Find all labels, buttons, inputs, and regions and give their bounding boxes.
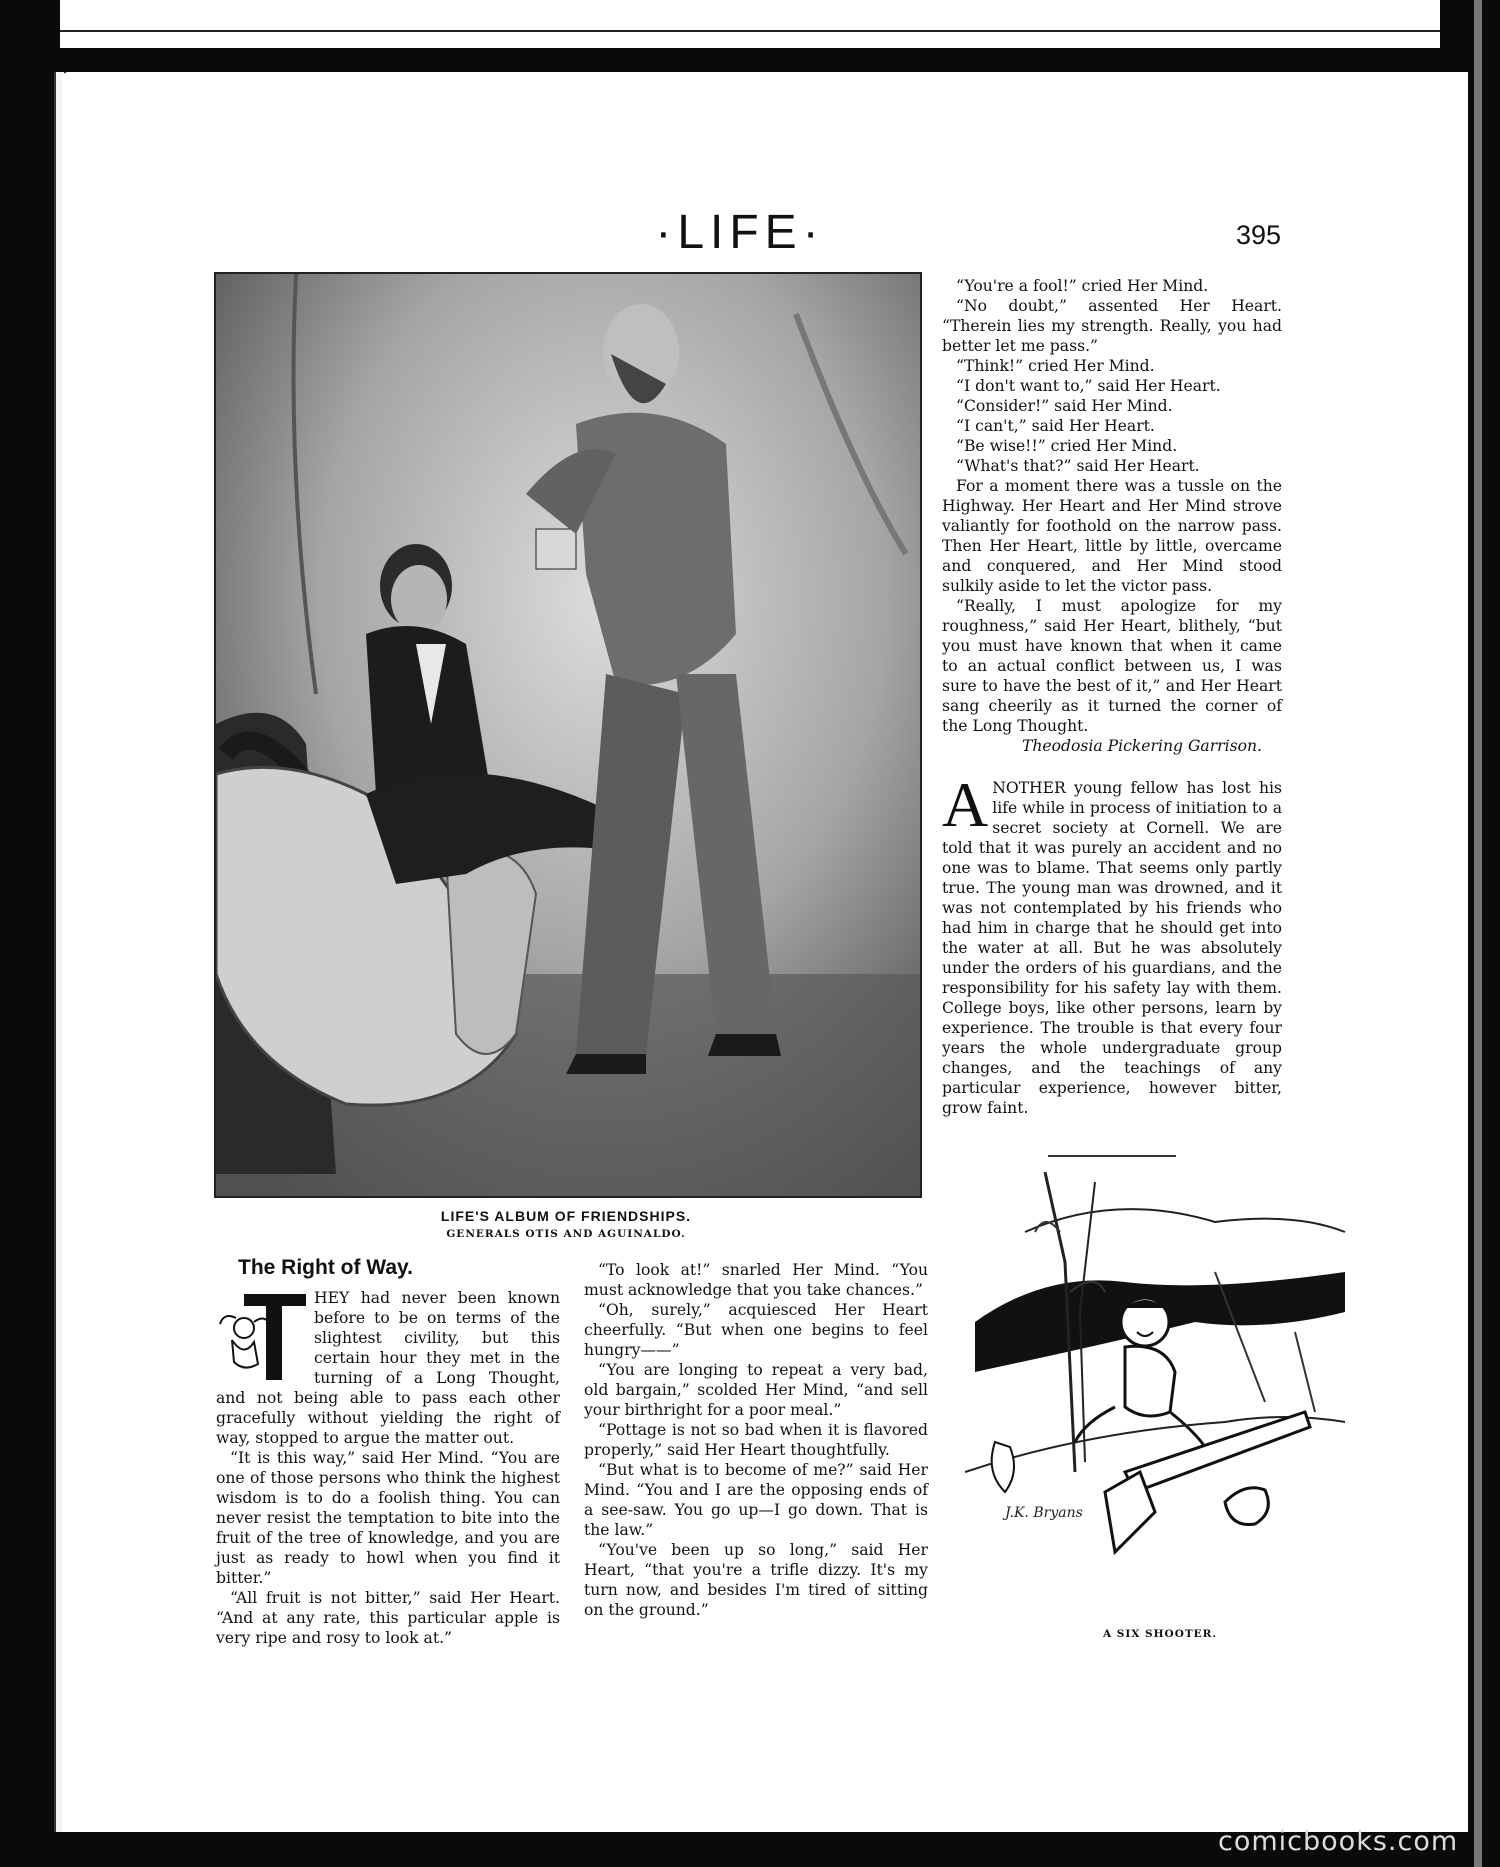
story-title: The Right of Way. — [238, 1256, 413, 1279]
cherub-drop-cap-icon — [214, 1288, 308, 1384]
paragraph: “Consider!” said Her Mind. — [956, 397, 1173, 415]
paragraph: “No doubt,” assented Her Heart. “Therein lies my strength. Really, you had better let me pass.” — [942, 297, 1282, 355]
decorative-drop-cap-t — [214, 1288, 308, 1384]
page-right-edge — [1474, 0, 1482, 1867]
paragraph: “To look at!” snarled Her Mind. “You must acknowledge that you take chances.” — [584, 1261, 928, 1299]
story-column-2 — [584, 1260, 928, 1620]
paragraph: “Really, I must apologize for my roughness,” said Her Heart, blithely, “but you must have known that when it came to an actual conflict between us, I was sure to have the best of it,” and Her Heart sang cheerily as it turned the corner of the Long Thought. — [942, 597, 1282, 735]
paragraph: “You've been up so long,” said Her Heart, “that you're a trifle dizzy. It's my turn now, and besides I'm tired of sitting on the ground.” — [584, 1541, 928, 1619]
photo-caption-title: LIFE'S ALBUM OF FRIENDSHIPS. — [440, 1208, 692, 1224]
cornell-editorial — [942, 769, 1282, 1118]
paragraph: “I don't want to,” said Her Heart. — [956, 377, 1221, 395]
paragraph: “What's that?” said Her Heart. — [956, 457, 1200, 475]
paragraph: “Pottage is not so bad when it is flavored properly,” said Her Heart thoughtfully. — [584, 1421, 928, 1459]
paragraph: “Be wise!!” cried Her Mind. — [956, 437, 1178, 455]
paragraph: “I can't,” said Her Heart. — [956, 417, 1155, 435]
photo-caption-subtitle: GENERALS OTIS AND AGUINALDO. — [446, 1228, 686, 1240]
paragraph: “You are longing to repeat a very bad, old bargain,” scolded Her Mind, “and sell your birthright for a poor meal.” — [584, 1361, 928, 1419]
page-number: 395 — [1236, 220, 1282, 250]
cartoonist-signature: J.K. Bryans — [1005, 1505, 1083, 1521]
paragraph: “All fruit is not bitter,” said Her Heart. “And at any rate, this particular apple is very ripe and rosy to look at.” — [216, 1589, 560, 1647]
photograph-generals — [214, 272, 922, 1198]
author-signature: Theodosia Pickering Garrison. — [1021, 737, 1262, 755]
cartoon-caption: A SIX SHOOTER. — [1102, 1628, 1218, 1640]
paragraph: “But what is to become of me?” said Her Mind. “You and I are the opposing ends of a see-saw. You go up—I go down. That is the law.” — [584, 1461, 928, 1539]
magazine-title: ·LIFE· — [655, 206, 825, 259]
previous-page-strip — [60, 0, 1440, 48]
section-divider — [1048, 1155, 1176, 1157]
paragraph: “It is this way,” said Her Mind. “You are one of those persons who think the highest wisdom is to do a foolish thing. You can never resist the temptation to bite into the fruit of the tree of knowledge, and you are just as ready to howl when you find it bitter.” — [216, 1449, 560, 1587]
watermark: comicbooks.com — [1218, 1826, 1459, 1857]
story-column-1 — [216, 1288, 560, 1648]
story-continuation-column — [942, 276, 1282, 756]
editorial-text: NOTHER young fellow has lost his life while in process of initiation to a secret society at Cornell. We are told that it was purely an accident and no one was to blame. That seems only partly true. The young man was drowned, and it was not contemplated by his friends who had him in charge that he should get into the water at all. But he was absolutely under the orders of his guardians, and the responsibility for his safety lay with them. College boys, like other persons, learn by experience. The trouble is that every four years the whole undergraduate group changes, and the teachings of any particular experience, however bitter, grow faint. — [942, 779, 1282, 1117]
cartoon-illustration — [965, 1172, 1355, 1612]
cartoon-six-shooter — [965, 1172, 1355, 1612]
paragraph: “Oh, surely,” acquiesced Her Heart cheerfully. “But when one begins to feel hungry——” — [584, 1301, 928, 1359]
paragraph: HEY had never been known before to be on terms of the slightest civility, but this certain hour they met in the turning of a Long Thought, and not being able to pass each other gracefully without yielding the right of way, stopped to argue the matter out. — [216, 1289, 560, 1447]
paragraph: For a moment there was a tussle on the Highway. Her Heart and Her Mind strove valiantly for foothold on the narrow pass. Then Her Heart, little by little, overcame and conquered, and Her Mind stood sulkily aside to let the victor pass. — [942, 477, 1282, 595]
paragraph: “Think!” cried Her Mind. — [956, 357, 1155, 375]
drop-cap: A — [942, 769, 989, 840]
paragraph: “You're a fool!” cried Her Mind. — [956, 277, 1209, 295]
photograph-illustration — [216, 274, 920, 1196]
